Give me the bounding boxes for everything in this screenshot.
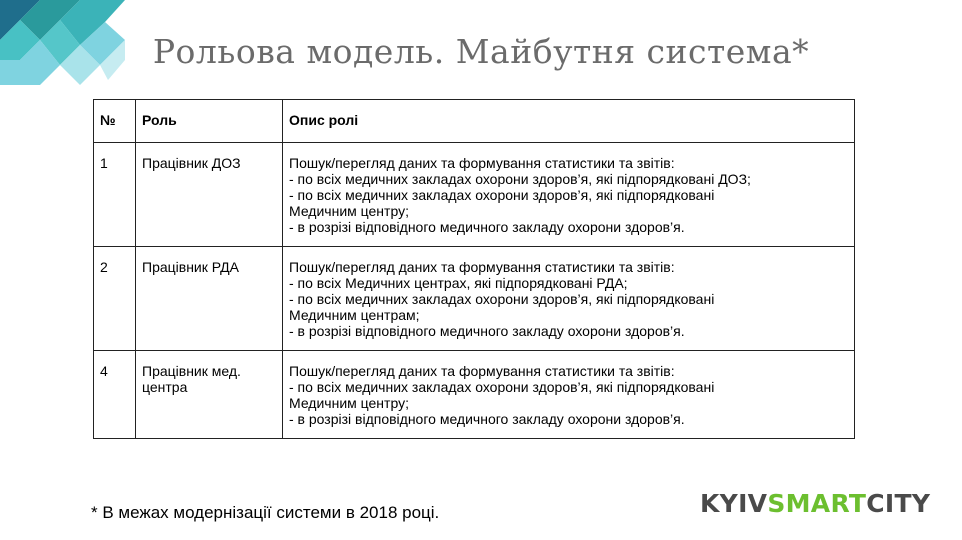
- roles-table: [93, 99, 855, 439]
- row-description: [283, 143, 855, 247]
- description-line: - по всіх Медичних центрах, які підпорядковані РДА;: [289, 275, 628, 291]
- table-header-row: [94, 100, 855, 143]
- table-row: [94, 143, 855, 247]
- page-title: Рольова модель. Майбутня система*: [152, 32, 810, 71]
- row-role: Працівник РДА: [136, 247, 283, 351]
- row-num: 2: [94, 247, 136, 351]
- logo-part-city: CITY: [866, 489, 931, 518]
- row-description: [283, 351, 855, 439]
- description-line: - по всіх медичних закладах охорони здоров’я, які підпорядковані: [289, 291, 715, 307]
- row-num: 1: [94, 143, 136, 247]
- footnote: * В межах модернізації системи в 2018 році.: [91, 503, 440, 522]
- row-description: [283, 247, 855, 351]
- description-line: Пошук/перегляд даних та формування статистики та звітів:: [289, 363, 675, 379]
- description-line: - по всіх медичних закладах охорони здоров’я, які підпорядковані: [289, 379, 715, 395]
- table-row: [94, 247, 855, 351]
- table-row: [94, 351, 855, 439]
- description-line: Пошук/перегляд даних та формування статистики та звітів:: [289, 155, 675, 171]
- description-line: Медичним центрам;: [289, 307, 420, 323]
- logo-part-smart: SMART: [767, 489, 867, 518]
- description-line: Медичним центру;: [289, 395, 409, 411]
- description-line: - в розрізі відповідного медичного закладу охорони здоров’я.: [289, 323, 685, 339]
- row-role: Працівник мед. центра: [136, 351, 283, 439]
- header-num: №: [94, 100, 136, 143]
- description-line: - по всіх медичних закладах охорони здоров’я, які підпорядковані: [289, 187, 715, 203]
- description-line: Пошук/перегляд даних та формування статистики та звітів:: [289, 259, 675, 275]
- row-role: Працівник ДОЗ: [136, 143, 283, 247]
- header-description: Опис ролі: [283, 100, 855, 143]
- kyiv-smart-city-logo: [700, 489, 930, 518]
- header-role: Роль: [136, 100, 283, 143]
- description-line: - по всіх медичних закладах охорони здоров’я, які підпорядковані ДОЗ;: [289, 171, 751, 187]
- description-line: - в розрізі відповідного медичного закладу охорони здоров’я.: [289, 411, 685, 427]
- description-line: - в розрізі відповідного медичного закладу охорони здоров’я.: [289, 219, 685, 235]
- description-line: Медичним центру;: [289, 203, 409, 219]
- logo-part-kyiv: KYIV: [700, 489, 768, 518]
- row-num: 4: [94, 351, 136, 439]
